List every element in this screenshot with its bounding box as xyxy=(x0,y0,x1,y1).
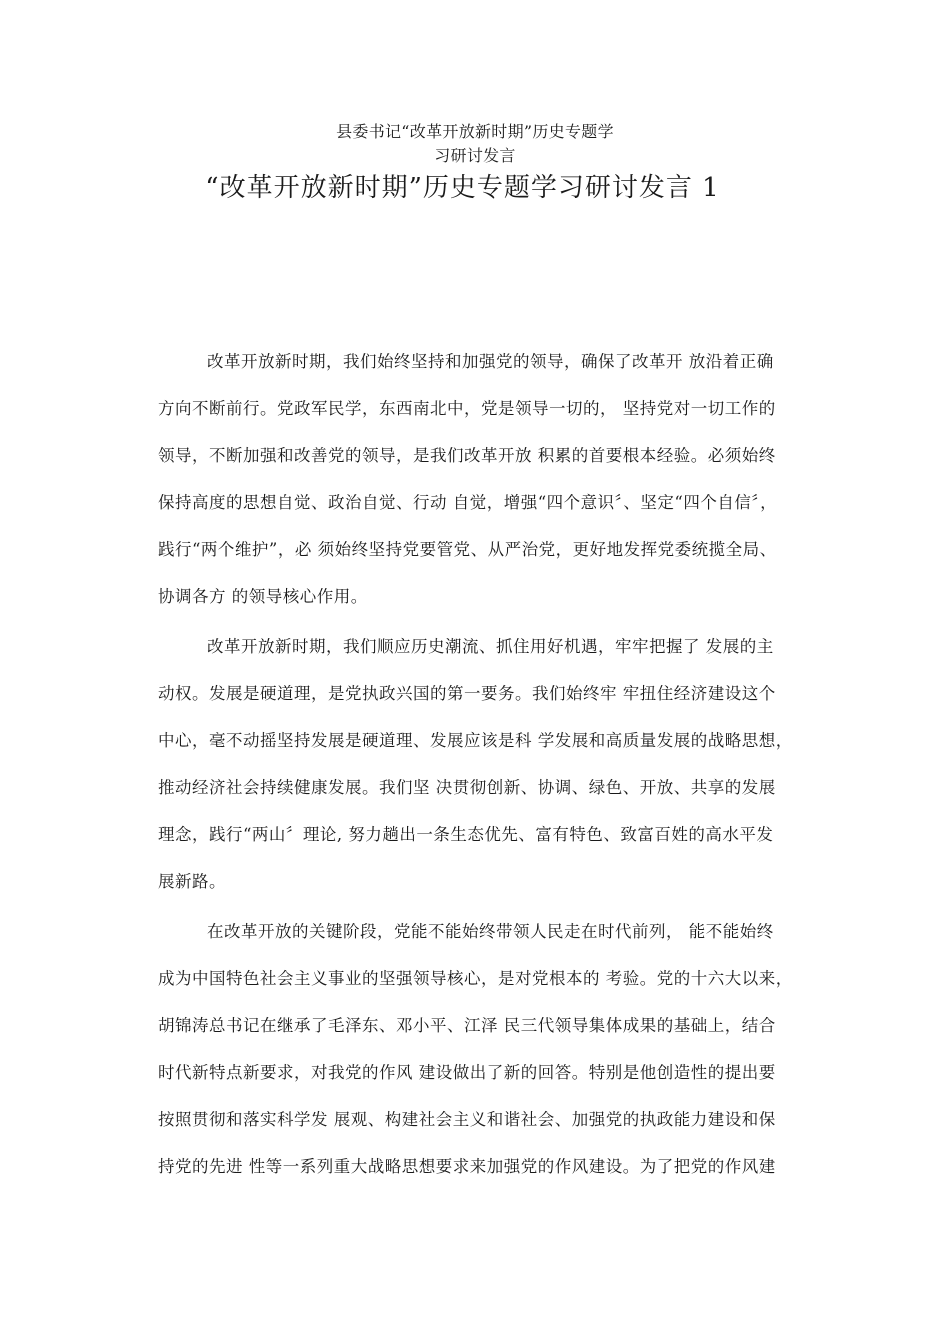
paragraph-line: 动权。发展是硬道理，是党执政兴国的第一要务。我们始终牢 牢扭住经济建设这个 xyxy=(158,684,776,703)
body-paragraph xyxy=(158,908,808,1190)
paragraph-line: 时代新特点新要求，对我党的作风 建设做出了新的回答。特别是他创造性的提出要 xyxy=(158,1063,776,1082)
paragraph-line: 持党的先进 性等一系列重大战略思想要求来加强党的作风建设。为了把党的作风建 xyxy=(158,1157,776,1176)
paragraph-line: 协调各方 的领导核心作用。 xyxy=(158,587,368,606)
paragraph-line: 改革开放新时期，我们始终坚持和加强党的领导，确保了改革开 放沿着正确 xyxy=(207,352,774,371)
paragraph-line: 领导，不断加强和改善党的领导，是我们改革开放 积累的首要根本经验。必须始终 xyxy=(158,446,776,465)
paragraph-line: 改革开放新时期，我们顺应历史潮流、抓住用好机遇，牢牢把握了 发展的主 xyxy=(207,637,774,656)
paragraph-line: 方向不断前行。党政军民学，东西南北中，党是领导一切的， 坚持党对一切工作的 xyxy=(158,399,776,418)
paragraph-line: 展新路。 xyxy=(158,872,226,891)
paragraph-line: 推动经济社会持续健康发展。我们坚 决贯彻创新、协调、绿色、开放、共享的发展 xyxy=(158,778,776,797)
paragraph-line: 保持高度的思想自觉、政治自觉、行动 自觉，增强“四个意识〞、坚定“四个自信〞， xyxy=(158,493,778,512)
paragraph-line: 胡锦涛总书记在继承了毛泽东、邓小平、江泽 民三代领导集体成果的基础上，结合 xyxy=(158,1016,776,1035)
body-paragraph xyxy=(158,338,808,620)
document-title-line-2: 习研讨发言 xyxy=(434,146,516,165)
paragraph-line: 理念，践行“两山〞理论, 努力趟出一条生态优先、富有特色、致富百姓的高水平发 xyxy=(158,825,774,844)
paragraph-line: 按照贯彻和落实科学发 展观、构建社会主义和谐社会、加强党的执政能力建设和保 xyxy=(158,1110,776,1129)
paragraph-line: 成为中国特色社会主义事业的坚强领导核心，是对党根本的 考验。党的十六大以来， xyxy=(158,969,793,988)
document-title-line-1: 县委书记“改革开放新时期”历史专题学 xyxy=(336,122,614,141)
paragraph-line: 在改革开放的关键阶段，党能不能始终带领人民走在时代前列， 能不能始终 xyxy=(207,922,774,941)
document-body xyxy=(158,338,808,1193)
paragraph-line: 践行“两个维护”，必 须始终坚持党要管党、从严治党，更好地发挥党委统揽全局、 xyxy=(158,540,777,559)
body-paragraph xyxy=(158,623,808,905)
main-heading: “改革开放新时期”历史专题学习研讨发言 1 xyxy=(205,173,720,203)
paragraph-line: 中心，毫不动摇坚持发展是硬道理、发展应该是科 学发展和高质量发展的战略思想， xyxy=(158,731,793,750)
